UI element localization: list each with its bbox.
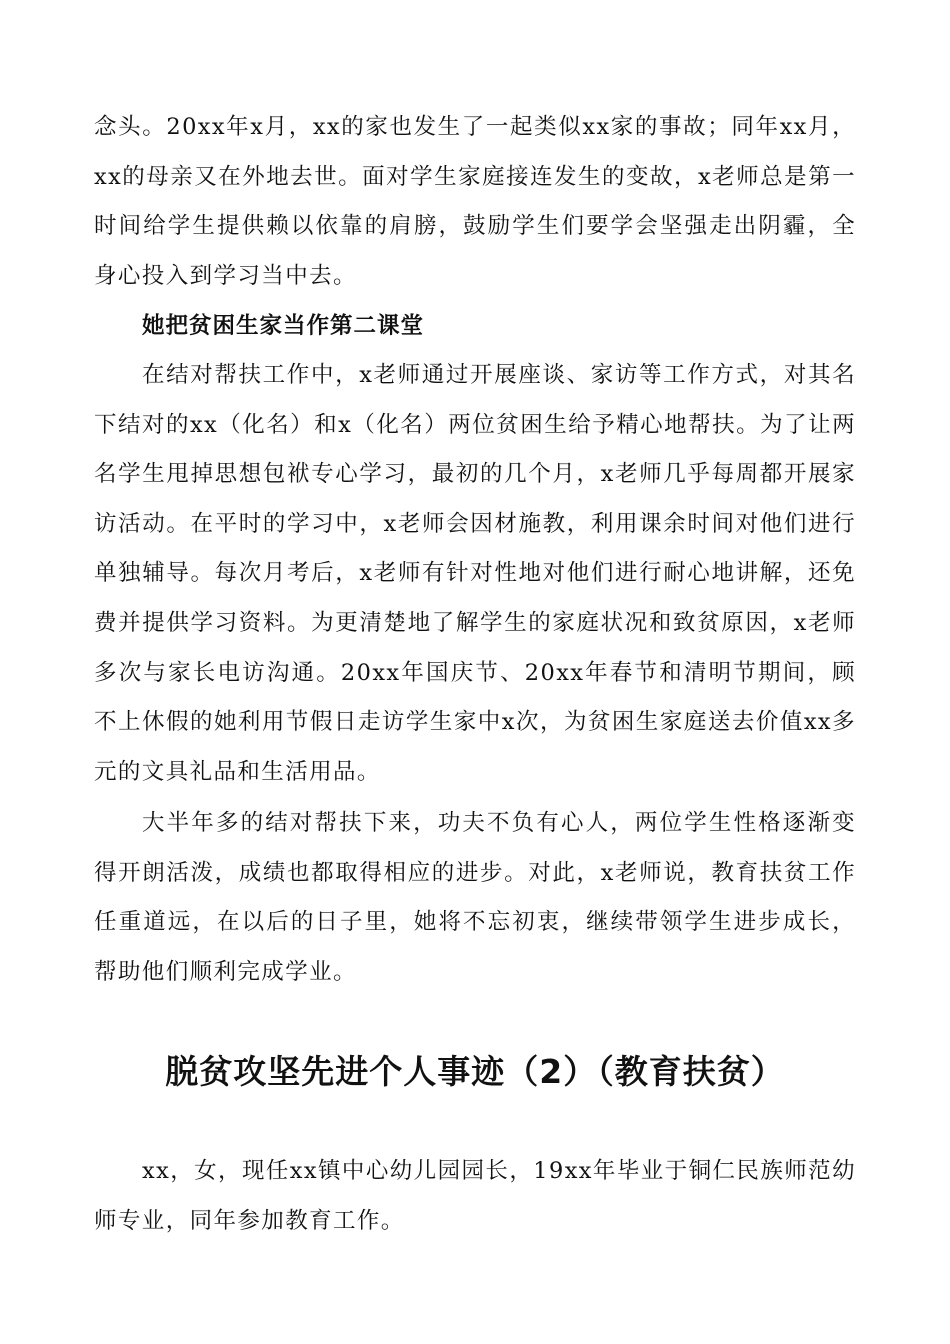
paragraph-3: 大半年多的结对帮扶下来，功夫不负有心人，两位学生性格逐渐变得开朗活泼，成绩也都取得相应的进步。对此，x老师说，教育扶贫工作任重道远，在以后的日子里，她将不忘初衷，继续带领学生进步成长，帮助他们顺利完成学业。: [94, 810, 856, 985]
article-title: 脱贫攻坚先进个人事迹（2）（教育扶贫）: [165, 1052, 785, 1091]
paragraph-4: xx，女，现任xx镇中心幼儿园园长，19xx年毕业于铜仁民族师范幼师专业，同年参加教育工作。: [94, 1158, 856, 1234]
section-heading: 她把贫困生家当作第二课堂: [142, 313, 425, 339]
paragraph-2: 在结对帮扶工作中，x老师通过开展座谈、家访等工作方式，对其名下结对的xx（化名）和x（化名）两位贫困生给予精心地帮扶。为了让两名学生甩掉思想包袱专心学习，最初的几个月，x老师几乎每周都开展家访活动。在平时的学习中，x老师会因材施教，利用课余时间对他们进行单独辅导。每次月考后，x老师有针对性地对他们进行耐心地讲解，还免费并提供学习资料。为更清楚地了解学生的家庭状况和致贫原因，x老师多次与家长电访沟通。20xx年国庆节、20xx年春节和清明节期间，顾不上休假的她利用节假日走访学生家中x次，为贫困生家庭送去价值xx多元的文具礼品和生活用品。: [94, 362, 856, 785]
paragraph-1: 念头。20xx年x月，xx的家也发生了一起类似xx家的事故；同年xx月，xx的母亲又在外地去世。面对学生家庭接连发生的变故，x老师总是第一时间给学生提供赖以依靠的肩膀，鼓励学生们要学会坚强走出阴霾，全身心投入到学习当中去。: [94, 114, 856, 289]
